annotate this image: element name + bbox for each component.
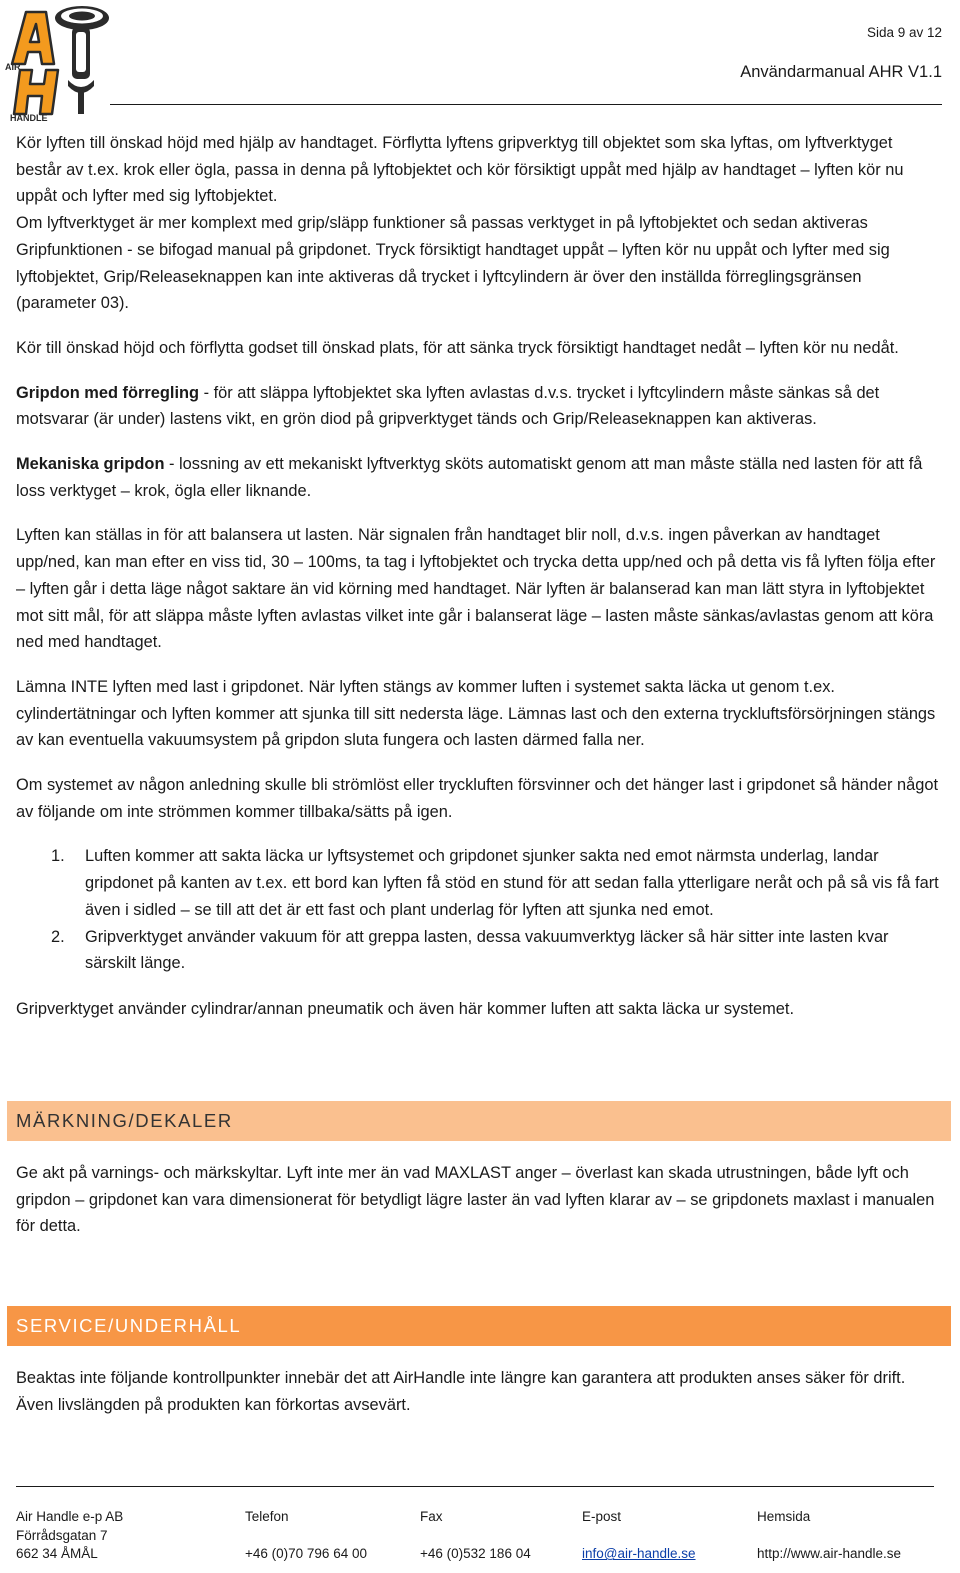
paragraph-3: Kör till önskad höjd och förflytta godset till önskad plats, för att sänka tryck försiktigt handtaget nedåt – lyften kör nu nedåt. (16, 338, 899, 357)
footer-phone (245, 1508, 367, 1564)
term-mekaniska-gripdon: Mekaniska gripdon (16, 455, 165, 474)
paragraph-service: Beaktas inte följande kontrollpunkter innebär det att AirHandle inte längre kan garantera att produkten anses säker för drift. Även livslängden på produkten kan förkortas avsevärt. (16, 1369, 906, 1414)
paragraph-2: Om lyftverktyget är mer komplext med grip/släpp funktioner så passas verktyget in på lyftobjektet och sedan aktiveras Gripfunktionen - se bifogad manual på gripdonet. Tryck försiktigt handtaget uppåt – lyften kör nu uppåt och lyfter med sig lyftobjektet, Grip/Releaseknappen kan inte aktiveras då trycket i lyftcylindern är över den inställda förreglingsgränsen (parameter 03). (16, 214, 890, 313)
phone-label: Telefon (245, 1509, 289, 1524)
text-gripdon-forregling: - för att släppa lyftobjektet ska lyften avlastas d.v.s. trycket i lyftcylindern måste sänkas så det motsvarar (är under) lastens vikt, en grön diod på gripverktyget tänds och Grip/Releaseknappen kan aktiveras. (16, 383, 880, 429)
paragraph-stromlost: Om systemet av någon anledning skulle bli strömlöst eller tryckluften försvinner och det hänger last i gripdonet så händer något av följande om inte strömmen kommer tillbaka/sätts på igen. (16, 776, 939, 821)
document-title: Användarmanual AHR V1.1 (740, 63, 942, 81)
paragraph-gripdon-forregling (16, 380, 942, 433)
fax-label: Fax (420, 1509, 443, 1524)
web-url: http://www.air-handle.se (757, 1546, 902, 1562)
paragraph-1: Kör lyften till önskad höjd med hjälp av handtaget. Förflytta lyftens gripverktyg till objektet som ska lyftas, om lyftverktyget består av t.ex. krok eller ögla, passa in denna på lyftobjektet och kör försiktigt uppåt med hjälp av handtaget – lyften kör nu uppåt och lyfter med sig lyftobjektet. (16, 134, 904, 206)
footer-fax (420, 1508, 531, 1564)
svg-text:HANDLE: HANDLE (10, 113, 48, 122)
footer-web (757, 1508, 901, 1564)
numbered-list (16, 843, 942, 977)
section-heading-markning: MÄRKNING/DEKALER (7, 1101, 951, 1141)
paragraph-markning: Ge akt på varnings- och märkskyltar. Lyft inte mer än vad MAXLAST anger – överlast kan skada utrustningen, både lyft och gripdon – gripdonet kan vara dimensionerat för betydligt lägre laster än vad lyften klarar av – se gripdonets maxlast i manualen för detta. (16, 1164, 935, 1236)
phone-number: +46 (0)70 796 64 00 (245, 1546, 367, 1562)
list-text: Luften kommer att sakta läcka ur lyftsystemet och gripdonet sjunker sakta ned emot närmsta underlag, landar gripdonet på kanten av t.ex. ett bord kan lyften få stöd en stund för att sedan falla ytterligare neråt och på så vis få fart även i sidled – se till att det är ett fast och plant underlag för lyften att sjunka ned emot. (85, 847, 939, 919)
paragraph-pneumatik: Gripverktyget använder cylindrar/annan pneumatik och även här kommer luften att sakta läcka ur systemet. (16, 999, 795, 1018)
text-mekaniska-gripdon: - lossning av ett mekaniskt lyftverktyg sköts automatiskt genom att man måste ställa ned lasten för att få loss verktyget – krok, ögla eller liknande. (16, 455, 923, 500)
footer-email (582, 1508, 696, 1564)
list-number: 2. (51, 927, 65, 946)
footer-address (16, 1508, 123, 1564)
paragraph-mekaniska-gripdon (16, 451, 942, 504)
main-content (16, 130, 942, 1041)
fax-number: +46 (0)532 186 04 (420, 1546, 531, 1562)
email-link[interactable]: info@air-handle.se (582, 1546, 696, 1562)
list-number: 1. (51, 847, 65, 866)
postal-city: 662 34 ÅMÅL (16, 1546, 98, 1562)
air-handle-logo (2, 2, 114, 122)
term-gripdon-forregling: Gripdon med förregling (16, 383, 200, 402)
svg-text:AIR: AIR (5, 62, 21, 72)
list-item (16, 843, 942, 923)
email-label: E-post (582, 1509, 622, 1524)
web-label: Hemsida (757, 1509, 811, 1524)
paragraph-balansering: Lyften kan ställas in för att balansera ut lasten. När signalen från handtaget blir noll, d.v.s. ingen påverkan av handtaget upp/ned, kan man efter en viss tid, 30 – 100ms, ta tag i lyftobjektet och trycka detta upp/ned och på detta vis få lyften följa efter – lyften går i detta läge något saktare än vid körning med handtaget. När lyften är balanserad kan man lätt styra in lyftobjektet mot sitt mål, för att släppa måste lyften avlastas vilket inte går i balanserat läge – lasten måste sänkas/avlastas genom att köra ned med handtaget. (16, 526, 936, 652)
company-name: Air Handle e-p AB (16, 1509, 124, 1524)
header-divider (110, 104, 942, 105)
street-address: Förrådsgatan 7 (16, 1527, 108, 1543)
paragraph-lamna-inte: Lämna INTE lyften med last i gripdonet. När lyften stängs av kommer luften i systemet sakta läcka ut genom t.ex. cylindertätningar och lyften kommer att sjunka till sitt nedersta läge. Lämnas last och den externa tryckluftsförsörjningen stängs av kan eventuella vakuumsystem på gripdon sluta fungera och lasten därmed falla ner. (16, 677, 936, 750)
list-text: Gripverktyget använder vakuum för att greppa lasten, dessa vakuumverktyg läcker så här sitter inte lasten kvar särskilt länge. (85, 927, 889, 973)
footer-divider (16, 1486, 934, 1487)
section-heading-service: SERVICE/UNDERHÅLL (7, 1306, 951, 1346)
page-number: Sida 9 av 12 (866, 25, 942, 40)
list-item (16, 924, 942, 977)
